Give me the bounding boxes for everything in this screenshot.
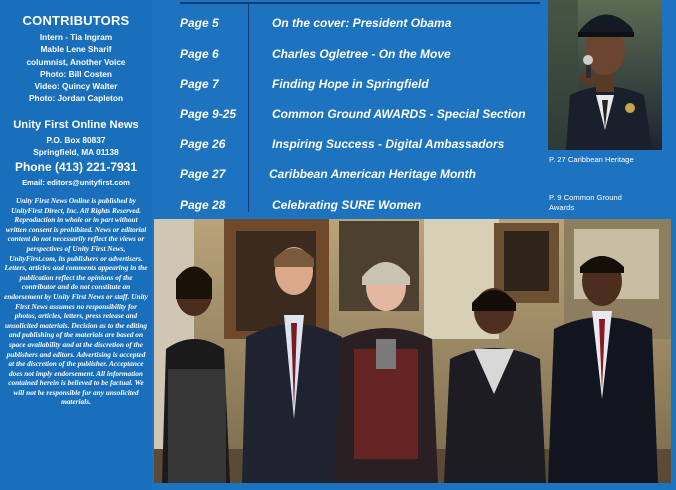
group-photo-illustration — [154, 219, 671, 483]
toc-entry[interactable] — [152, 77, 547, 97]
contributors-heading: CONTRIBUTORS — [22, 13, 130, 28]
address-line: P.O. Box 80837 — [46, 135, 106, 145]
toc-article-title[interactable]: Common Ground AWARDS - Special Section — [272, 107, 526, 121]
contributor-line: Mable Lene Sharif — [40, 44, 112, 55]
caption-common-ground: P. 9 Common Ground — [549, 193, 622, 202]
toc-top-rule — [180, 2, 540, 4]
toc-page-number: Page 27 — [180, 167, 226, 181]
publication-name: Unity First Online News — [13, 119, 139, 131]
contributor-line: Photo: Jordan Capleton — [28, 93, 124, 104]
toc-page-number: Page 5 — [180, 16, 219, 30]
toc-page-number: Page 6 — [180, 47, 219, 61]
table-of-contents — [152, 0, 547, 217]
caption-caribbean-heritage: P. 27 Caribbean Heritage — [549, 155, 634, 164]
email-address[interactable]: Email: editors@unityfirst.com — [22, 178, 130, 187]
mailing-address — [0, 134, 152, 158]
toc-article-title[interactable]: Celebrating SURE Women — [272, 198, 422, 212]
officer-photo-illustration — [548, 0, 662, 150]
masthead-column — [0, 0, 152, 490]
address-line: Springfield, MA 01138 — [33, 147, 119, 157]
contributor-line: Video: Quincy Walter — [34, 81, 118, 92]
toc-entry[interactable] — [152, 167, 547, 187]
toc-entry[interactable] — [152, 198, 547, 218]
toc-page-number: Page 28 — [180, 198, 226, 212]
toc-article-title[interactable]: Caribbean American Heritage Month — [269, 167, 476, 181]
phone-number: Phone (413) 221-7931 — [14, 160, 138, 174]
toc-article-title[interactable]: On the cover: President Obama — [272, 16, 452, 30]
legal-disclaimer: Unity First News Online is published by UnityFirst Direct, Inc. All Rights Reserved. Reproduction in whole or in part without written consent is prohibited. News or editorial content do not necessarily reflect the views or perspectives of Unity First News, UnityFirst.com, its publishers or advertisers. Letters, articles and comments appearing in the publication reflect the opinions of the contributor and do not constitute an endorsement by Unity First News or staff. Unity First News assumes no responsibility for photos, articles, letters, press release and unsolicited materials. Decision as to the editing and publishing of the materials are based on space availability and at the discretion of the publishers and editors. Advertising is accepted at the discretion of the publisher. Acceptance does not imply endorsement. All information contained herein is believed to be factual. We will not be responsible for any unsolicited materials. — [4, 196, 148, 407]
common-ground-awards-group-photo[interactable] — [154, 219, 671, 483]
toc-entry[interactable] — [152, 137, 547, 157]
toc-page-number: Page 9-25 — [180, 107, 237, 121]
toc-entry[interactable] — [152, 47, 547, 67]
toc-page-number: Page 26 — [180, 137, 226, 151]
toc-article-title[interactable]: Finding Hope in Springfield — [272, 77, 429, 91]
contributor-line: Intern - Tia Ingram — [39, 32, 113, 42]
caption-common-ground-awards: Awards — [549, 203, 575, 212]
toc-entry[interactable] — [152, 107, 547, 127]
toc-page-number: Page 7 — [180, 77, 219, 91]
toc-entry[interactable] — [152, 16, 547, 36]
toc-article-title[interactable]: Charles Ogletree - On the Move — [272, 47, 451, 61]
contributor-line: columnist, Another Voice — [26, 56, 126, 67]
contributor-line: Photo: Bill Costen — [40, 68, 112, 79]
contributors-list — [0, 31, 152, 105]
caribbean-heritage-photo[interactable] — [548, 0, 662, 150]
toc-article-title[interactable]: Inspiring Success - Digital Ambassadors — [272, 137, 505, 151]
